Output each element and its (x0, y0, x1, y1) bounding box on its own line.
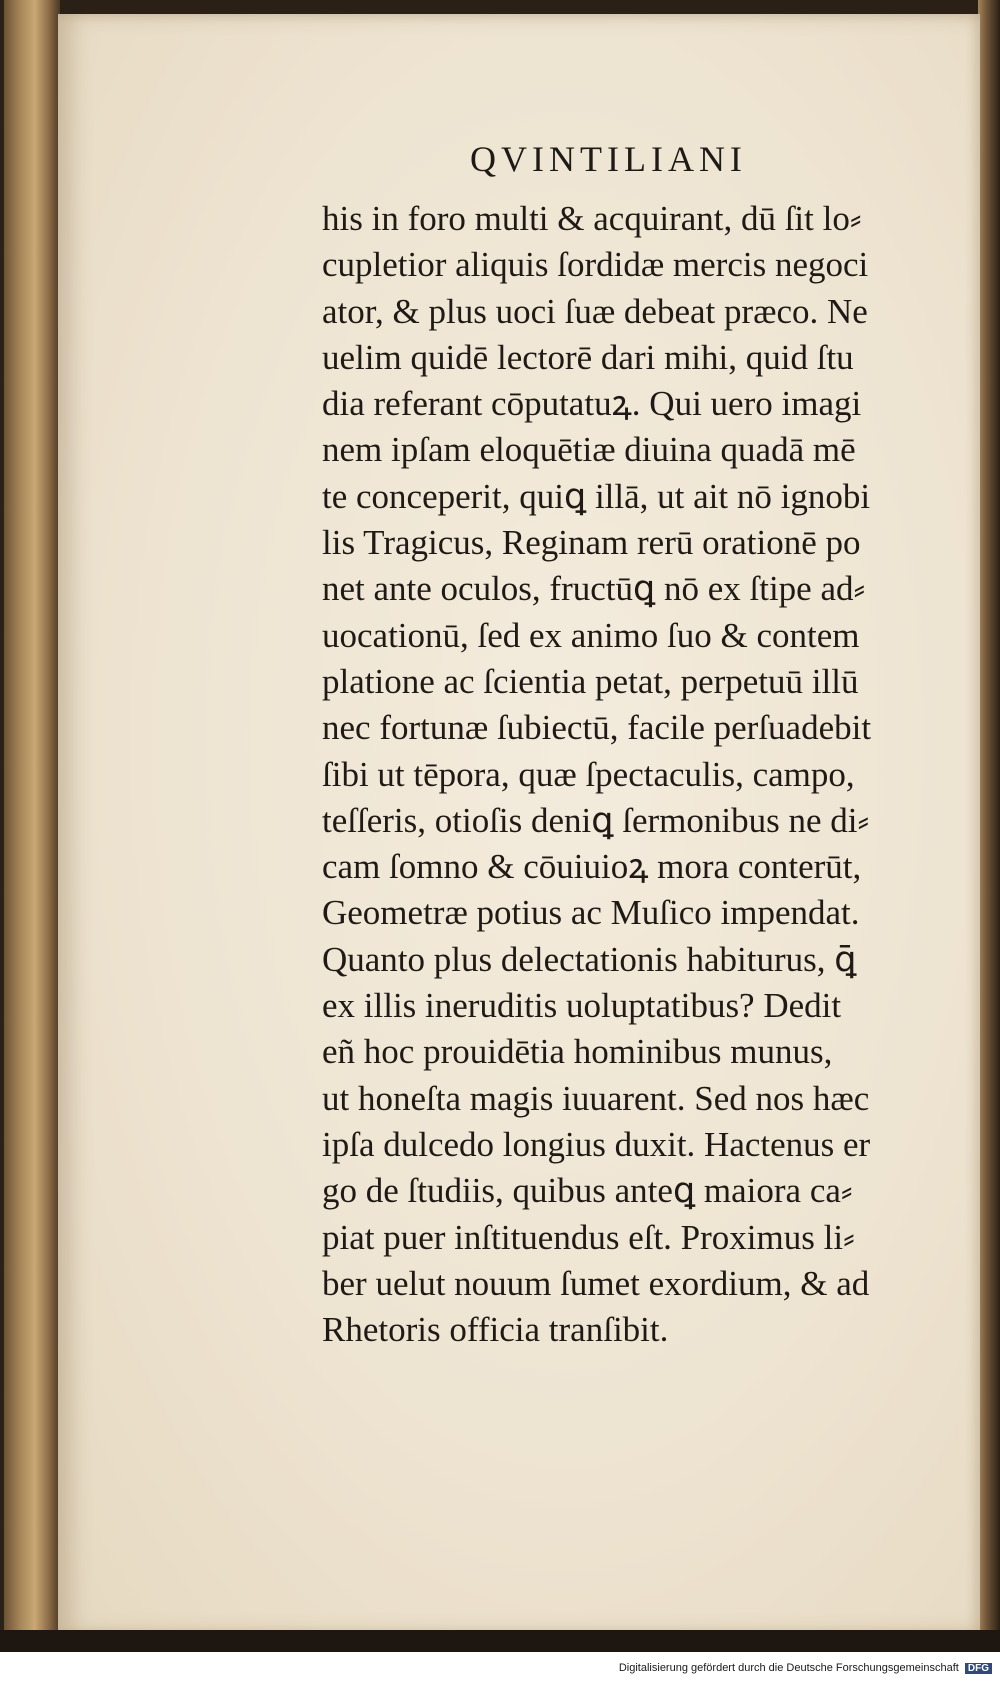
page-edges-right (978, 0, 1000, 1652)
page-edges-left (4, 0, 60, 1652)
text-line: uelim quidē lectorē dari mihi, quid ſtu (322, 337, 854, 377)
text-line: cam ſomno & cōuiuioꝝ mora conterūt, (322, 847, 862, 887)
footer-text: Digitalisierung gefördert durch die Deutsche Forschungsgemeinschaft (618, 1662, 959, 1674)
text-line: net ante oculos, fructūꝗ nō ex ſtipe ad⸗ (322, 569, 866, 609)
digitization-footer (619, 1662, 992, 1674)
text-line: platione ac ſcientia petat, perpetuū illū (322, 661, 859, 701)
text-line: ber uelut nouum ſumet exordium, & ad (322, 1263, 870, 1303)
text-line: cupletior aliquis ſordidæ mercis negoci (322, 245, 869, 285)
text-line: Rhetoris officia tranſibit. (322, 1310, 669, 1350)
text-line: uocationū, ſed ex animo ſuo & contem (322, 615, 860, 655)
text-line: go de ſtudiis, quibus anteꝗ maiora ca⸗ (322, 1171, 853, 1211)
text-line: nec fortunæ ſubiectū, facile perſuadebit (322, 708, 872, 748)
text-line: his in foro multi & acquirant, dū ſit lo⸗ (322, 199, 862, 238)
text-line: eñ hoc prouidētia hominibus munus, (322, 1032, 833, 1072)
text-line: ſibi ut tēpora, quæ ſpectaculis, campo, (322, 754, 855, 794)
body-text (322, 196, 958, 1353)
text-line: te conceperit, quiꝗ illā, ut ait nō ignobi (322, 476, 871, 516)
text-line: lis Tragicus, Reginam rerū orationē po (322, 523, 861, 563)
text-line: ex illis ineruditis uoluptatibus? Dedit (322, 986, 842, 1026)
text-line: Geometræ potius ac Muſico impendat. (322, 893, 860, 933)
text-line: dia referant cōputatuꝝ. Qui uero imagi (322, 384, 862, 424)
text-line: ut honeſta magis iuuarent. Sed nos hæc (322, 1078, 870, 1118)
text-line: Quanto plus delectationis habiturus, ꝗ̄ (322, 939, 857, 979)
text-line: ator, & plus uoci ſuæ debeat præco. Ne (322, 291, 868, 331)
text-line: teſſeris, otioſis deniꝗ ſermonibus ne di⸗ (322, 800, 870, 840)
text-line: nem ipſam eloquētiæ diuina quadā mē (322, 430, 856, 470)
running-head: QVINTILIANI (470, 139, 747, 179)
dfg-logo: DFG (965, 1663, 992, 1674)
bottom-shadow (0, 1630, 1000, 1652)
text-line: piat puer inſtituendus eſt. Proximus li⸗ (322, 1217, 855, 1257)
text-line: ipſa dulcedo longius duxit. Hactenus er (322, 1124, 871, 1164)
